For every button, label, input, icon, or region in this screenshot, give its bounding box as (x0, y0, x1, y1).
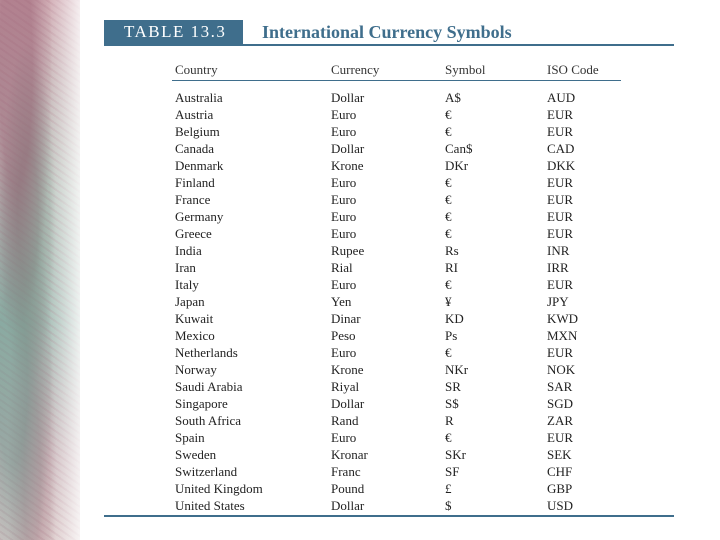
cell-currency: Dollar (331, 141, 365, 156)
cell-iso-code: EUR (547, 226, 573, 241)
table-row (172, 344, 621, 361)
cell-currency: Euro (331, 124, 357, 139)
table-row (172, 106, 621, 123)
cell-symbol: $ (445, 498, 452, 513)
cell-country: Japan (175, 294, 205, 309)
cell-symbol: € (445, 124, 452, 139)
cell-currency: Euro (331, 175, 357, 190)
cell-iso-code: AUD (547, 90, 576, 105)
cell-currency: Franc (331, 464, 361, 479)
table-body (172, 81, 621, 515)
cell-iso-code: JPY (547, 294, 569, 309)
cell-iso-code: IRR (547, 260, 569, 275)
cell-symbol: R (445, 413, 454, 428)
table-row (172, 276, 621, 293)
cell-currency: Krone (331, 158, 364, 173)
column-header-symbol: Symbol (445, 60, 547, 81)
cell-country: Australia (175, 90, 223, 105)
cell-currency: Dollar (331, 90, 365, 105)
cell-iso-code: NOK (547, 362, 576, 377)
cell-symbol: A$ (445, 90, 461, 105)
cell-symbol: SF (445, 464, 460, 479)
table-row (172, 191, 621, 208)
cell-currency: Dollar (331, 396, 365, 411)
cell-country: Switzerland (175, 464, 238, 479)
cell-symbol: £ (445, 481, 452, 496)
cell-iso-code: EUR (547, 277, 573, 292)
cell-symbol: S$ (445, 396, 459, 411)
table-row (172, 259, 621, 276)
background-fade (0, 0, 110, 540)
cell-iso-code: GBP (547, 481, 573, 496)
cell-currency: Krone (331, 362, 364, 377)
cell-country: Finland (175, 175, 215, 190)
cell-country: South Africa (175, 413, 242, 428)
table-bottom-rule (104, 515, 674, 517)
cell-currency: Kronar (331, 447, 368, 462)
cell-country: Canada (175, 141, 214, 156)
cell-currency: Euro (331, 192, 357, 207)
cell-currency: Euro (331, 226, 357, 241)
cell-country: Norway (175, 362, 217, 377)
cell-currency: Rupee (331, 243, 365, 258)
table-row (172, 463, 621, 480)
cell-iso-code: MXN (547, 328, 578, 343)
table-row (172, 242, 621, 259)
table-row (172, 361, 621, 378)
cell-country: Sweden (175, 447, 217, 462)
cell-iso-code: INR (547, 243, 570, 258)
cell-country: Austria (175, 107, 214, 122)
cell-country: France (175, 192, 211, 207)
column-header-country: Country (172, 60, 331, 81)
cell-country: Germany (175, 209, 224, 224)
cell-symbol: € (445, 345, 452, 360)
cell-iso-code: KWD (547, 311, 579, 326)
cell-symbol: RI (445, 260, 458, 275)
column-header-iso-code: ISO Code (547, 60, 621, 81)
table-row (172, 225, 621, 242)
table-row (172, 157, 621, 174)
cell-currency: Rial (331, 260, 353, 275)
cell-currency: Riyal (331, 379, 360, 394)
table-row (172, 446, 621, 463)
cell-country: Netherlands (175, 345, 238, 360)
cell-currency: Pound (331, 481, 365, 496)
currency-table (172, 60, 621, 514)
cell-iso-code: EUR (547, 345, 573, 360)
cell-currency: Dinar (331, 311, 361, 326)
cell-iso-code: EUR (547, 124, 573, 139)
cell-currency: Euro (331, 107, 357, 122)
table-row (172, 123, 621, 140)
cell-currency: Euro (331, 277, 357, 292)
cell-country: Greece (175, 226, 212, 241)
cell-iso-code: CAD (547, 141, 575, 156)
cell-country: Saudi Arabia (175, 379, 243, 394)
cell-symbol: ¥ (445, 294, 452, 309)
cell-iso-code: DKK (547, 158, 576, 173)
cell-symbol: € (445, 226, 452, 241)
table-row (172, 497, 621, 514)
cell-symbol: € (445, 107, 452, 122)
table-title-bar (104, 20, 674, 46)
cell-symbol: € (445, 175, 452, 190)
table-number-tag: TABLE 13.3 (104, 20, 243, 44)
cell-symbol: NKr (445, 362, 469, 377)
table-row (172, 480, 621, 497)
table-row (172, 174, 621, 191)
cell-symbol: SR (445, 379, 461, 394)
cell-iso-code: EUR (547, 430, 573, 445)
table-row (172, 327, 621, 344)
table-row (172, 412, 621, 429)
table-row (172, 310, 621, 327)
cell-country: Singapore (175, 396, 228, 411)
cell-iso-code: SAR (547, 379, 573, 394)
cell-symbol: € (445, 209, 452, 224)
cell-currency: Euro (331, 345, 357, 360)
cell-iso-code: ZAR (547, 413, 573, 428)
table-row (172, 378, 621, 395)
cell-country: United Kingdom (175, 481, 263, 496)
cell-symbol: Ps (445, 328, 458, 343)
cell-country: United States (175, 498, 245, 513)
column-header-currency: Currency (331, 60, 445, 81)
cell-country: Mexico (175, 328, 215, 343)
cell-currency: Dollar (331, 498, 365, 513)
cell-currency: Euro (331, 430, 357, 445)
cell-iso-code: EUR (547, 107, 573, 122)
cell-symbol: SKr (445, 447, 466, 462)
table-row (172, 293, 621, 310)
cell-iso-code: SEK (547, 447, 572, 462)
table-title: International Currency Symbols (262, 22, 512, 42)
cell-symbol: € (445, 430, 452, 445)
cell-iso-code: USD (547, 498, 574, 513)
cell-currency: Rand (331, 413, 359, 428)
cell-iso-code: EUR (547, 192, 573, 207)
table-row (172, 429, 621, 446)
cell-symbol: € (445, 277, 452, 292)
cell-country: India (175, 243, 202, 258)
cell-country: Denmark (175, 158, 224, 173)
cell-currency: Yen (331, 294, 352, 309)
cell-symbol: Rs (445, 243, 459, 258)
table-row (172, 395, 621, 412)
cell-iso-code: EUR (547, 209, 573, 224)
cell-symbol: KD (445, 311, 464, 326)
cell-currency: Euro (331, 209, 357, 224)
cell-currency: Peso (331, 328, 356, 343)
table-row (172, 81, 621, 107)
table-header-row (172, 60, 621, 81)
cell-iso-code: SGD (547, 396, 574, 411)
table-row (172, 140, 621, 157)
cell-iso-code: CHF (547, 464, 573, 479)
cell-symbol: € (445, 192, 452, 207)
cell-symbol: Can$ (445, 141, 473, 156)
cell-country: Italy (175, 277, 199, 292)
cell-country: Iran (175, 260, 196, 275)
cell-iso-code: EUR (547, 175, 573, 190)
cell-country: Kuwait (175, 311, 214, 326)
cell-country: Spain (175, 430, 205, 445)
table-row (172, 208, 621, 225)
cell-symbol: DKr (445, 158, 469, 173)
cell-country: Belgium (175, 124, 220, 139)
